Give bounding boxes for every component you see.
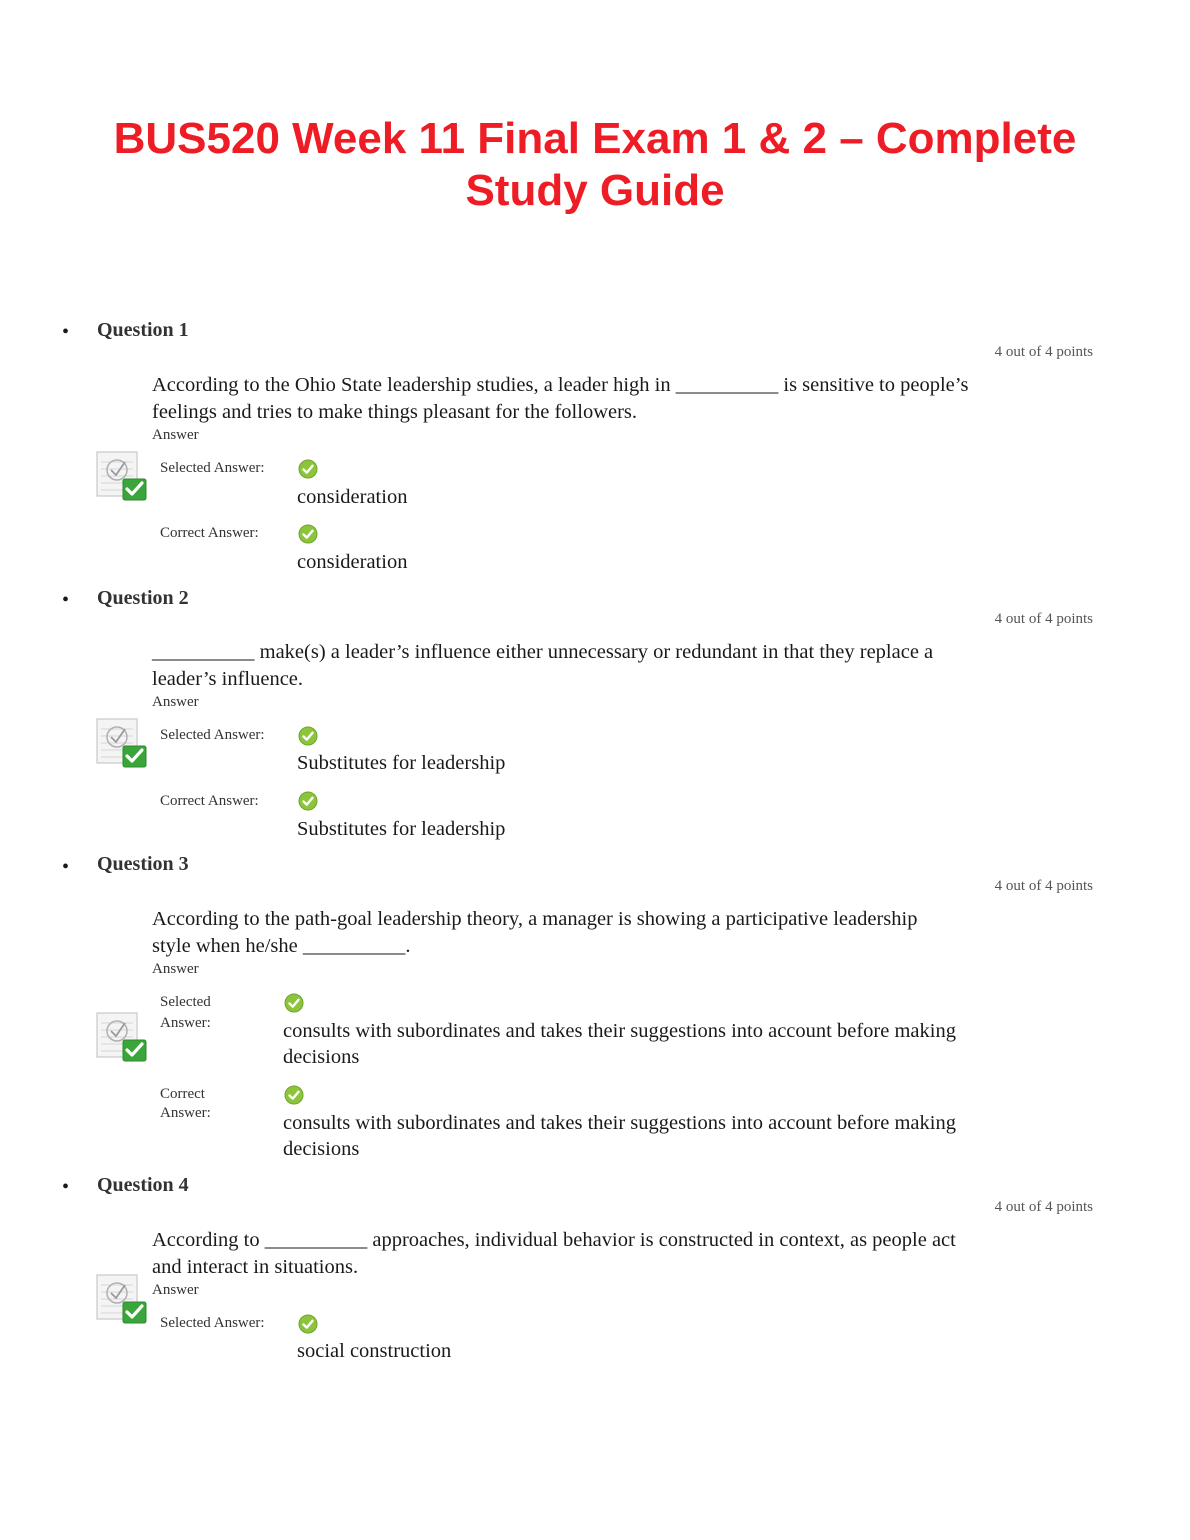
graded-correct-document-icon — [96, 1273, 148, 1325]
points-score: 4 out of 4 points — [994, 611, 1093, 627]
correct-answer-value: consults with subordinates and takes their suggestions into account before making decisions — [283, 1112, 956, 1160]
correct-answer-label: Correct Answer: — [160, 793, 259, 809]
question-label: Question 4 — [97, 1174, 189, 1196]
points-score: 4 out of 4 points — [994, 344, 1093, 360]
graded-correct-document-icon — [96, 1011, 148, 1063]
title-line-1: BUS520 Week 11 Final Exam 1 & 2 – Complete — [113, 114, 1077, 163]
correct-answer-label — [160, 1085, 211, 1123]
bullet: • — [62, 856, 70, 878]
correct-answer-label-line-2: Answer: — [160, 1105, 211, 1121]
bullet: • — [62, 321, 70, 343]
document-title — [0, 113, 1190, 217]
selected-answer-label — [160, 992, 211, 1034]
answer-heading: Answer — [152, 961, 199, 977]
title-line-2: Study Guide — [465, 166, 725, 215]
selected-answer-value: consults with subordinates and takes their suggestions into account before making decisions — [283, 1020, 956, 1068]
selected-answer-value: consideration — [297, 486, 408, 508]
selected-answer-label: Selected Answer: — [160, 1315, 265, 1331]
selected-answer-label-line-2: Answer: — [160, 1015, 211, 1031]
answer-heading: Answer — [152, 1282, 199, 1298]
selected-answer-value: social construction — [297, 1340, 452, 1362]
graded-correct-document-icon — [96, 450, 148, 502]
question-label: Question 1 — [97, 319, 189, 341]
selected-answer-value: Substitutes for leadership — [297, 752, 506, 774]
points-score: 4 out of 4 points — [994, 1199, 1093, 1215]
green-checkmark-icon — [284, 993, 304, 1013]
bullet: • — [62, 589, 70, 611]
green-checkmark-icon — [298, 459, 318, 479]
question-text: __________ make(s) a leader’s influence either unnecessary or redundant in that they replace a leader’s influence. — [152, 641, 934, 690]
question-text: According to the path-goal leadership theory, a manager is showing a participative leadership style when he/she __________. — [152, 908, 918, 957]
question-label: Question 2 — [97, 587, 189, 609]
selected-answer-label: Selected Answer: — [160, 727, 265, 743]
graded-correct-document-icon — [96, 717, 148, 769]
answer-heading: Answer — [152, 427, 199, 443]
green-checkmark-icon — [298, 524, 318, 544]
question-text: According to the Ohio State leadership studies, a leader high in __________ is sensitive to people’s feelings and tries to make things pleasant for the followers. — [152, 374, 969, 423]
correct-answer-value: Substitutes for leadership — [297, 818, 506, 840]
question-text: According to __________ approaches, individual behavior is constructed in context, as people act and interact in situations. — [152, 1229, 956, 1278]
points-score: 4 out of 4 points — [994, 878, 1093, 894]
green-checkmark-icon — [298, 791, 318, 811]
question-label: Question 3 — [97, 853, 189, 875]
green-checkmark-icon — [298, 1314, 318, 1334]
correct-answer-value: consideration — [297, 551, 408, 573]
bullet: • — [62, 1176, 70, 1198]
answer-heading: Answer — [152, 694, 199, 710]
selected-answer-label: Selected Answer: — [160, 460, 265, 476]
green-checkmark-icon — [284, 1085, 304, 1105]
correct-answer-label-line-1: Correct — [160, 1086, 205, 1102]
selected-answer-label-line-1: Selected — [160, 994, 211, 1010]
green-checkmark-icon — [298, 726, 318, 746]
correct-answer-label: Correct Answer: — [160, 525, 259, 541]
